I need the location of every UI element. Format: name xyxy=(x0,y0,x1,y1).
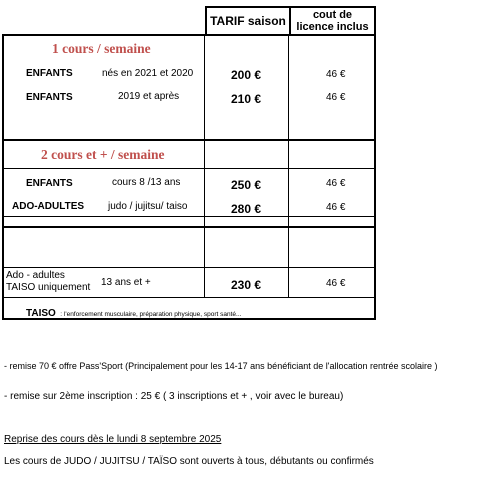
section2-row1-fee: 46 € xyxy=(326,178,346,189)
open-to-all-text: Les cours de JUDO / JUJITSU / TAÏSO sont ouverts à tous, débutants ou confirmés xyxy=(4,456,374,467)
row-divider xyxy=(2,226,376,228)
taiso-label-line1: Ado - adultes xyxy=(6,270,65,281)
taiso-price: 230 € xyxy=(231,278,262,292)
section1-row1-fee: 46 € xyxy=(326,69,346,80)
section2-row2-label: ADO-ADULTES xyxy=(12,201,85,212)
row-divider xyxy=(2,216,376,217)
section2-row2-fee: 46 € xyxy=(326,202,346,213)
taiso-note-text: : l'enforcement musculaire, préparation physique, sport santé... xyxy=(60,311,242,318)
row-divider xyxy=(2,139,376,141)
section1-row1-label: ENFANTS xyxy=(26,68,73,79)
taiso-label-line2: TAISO uniquement xyxy=(6,282,91,293)
section2-title: 2 cours et + / semaine xyxy=(41,147,165,162)
taiso-note xyxy=(26,303,241,321)
section1-row2-label: ENFANTS xyxy=(26,92,73,103)
section1-row2-fee: 46 € xyxy=(326,92,346,103)
note-second-inscription: - remise sur 2ème inscription : 25 € ( 3 inscriptions et + , voir avec le bureau) xyxy=(4,391,344,402)
section1-row1-desc: nés en 2021 et 2020 xyxy=(102,68,194,79)
section1-row2-price: 210 € xyxy=(231,92,262,106)
taiso-note-label: TAISO xyxy=(26,308,56,319)
note-pass-sport: - remise 70 € offre Pass'Sport (Principalement pour les 14-17 ans bénéficiant de l'allocation rentrée scolaire ) xyxy=(4,361,438,371)
section2-row1-desc: cours 8 /13 ans xyxy=(112,177,181,188)
column-divider xyxy=(288,34,289,298)
section2-row2-price: 280 € xyxy=(231,202,262,216)
section1-title: 1 cours / semaine xyxy=(52,41,151,56)
reprise-date: Reprise des cours dès le lundi 8 septembre 2025 xyxy=(4,434,222,445)
row-divider xyxy=(2,297,376,298)
taiso-desc: 13 ans et + xyxy=(101,277,151,288)
header-tarif: TARIF saison xyxy=(210,14,286,28)
column-divider xyxy=(204,34,205,298)
section1-row1-price: 200 € xyxy=(231,68,262,82)
header-licence-line1: cout de xyxy=(312,9,353,21)
taiso-fee: 46 € xyxy=(326,278,346,289)
section1-row2-desc: 2019 et après xyxy=(118,91,180,102)
section2-row2-desc: judo / jujitsu/ taiso xyxy=(108,201,188,212)
header-licence-line2: licence inclus xyxy=(296,21,369,33)
row-divider xyxy=(2,267,376,268)
section2-row1-price: 250 € xyxy=(231,178,262,192)
section2-row1-label: ENFANTS xyxy=(26,178,73,189)
row-divider xyxy=(2,168,376,169)
